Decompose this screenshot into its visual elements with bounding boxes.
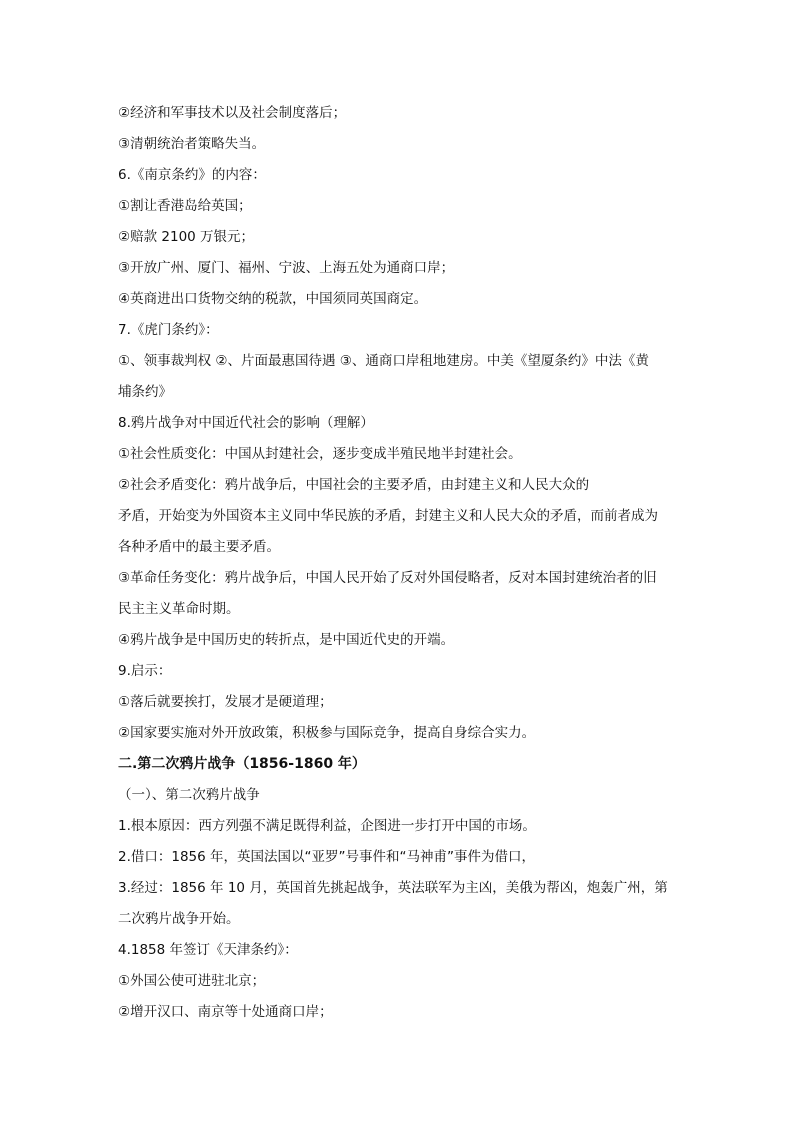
text-line: （一）、第二次鸦片战争 [118, 787, 260, 803]
text-line: ④英商进出口货物交纳的税款，中国须同英国商定。 [118, 291, 428, 307]
text-line: ②赔款 2100 万银元； [118, 229, 255, 245]
text-line: 二次鸦片战争开始。 [118, 911, 240, 927]
text-line: ②社会矛盾变化：鸦片战争后，中国社会的主要矛盾，由封建主义和人民大众的 [118, 477, 590, 493]
text-line: ②增开汉口、南京等十处通商口岸； [118, 1004, 333, 1020]
text-line: 矛盾，开始变为外国资本主义同中华民族的矛盾，封建主义和人民大众的矛盾，而前者成为 [118, 508, 658, 524]
text-line: 6.《南京条约》的内容： [118, 167, 266, 183]
text-line: ①割让香港岛给英国； [118, 198, 252, 214]
text-line: 各种矛盾中的最主要矛盾。 [118, 539, 280, 555]
text-line: 2.借口：1856 年，英国法国以“亚罗”号事件和“马神甫”事件为借口， [118, 849, 536, 865]
text-line: 民主主义革命时期。 [118, 601, 240, 617]
text-line: ①落后就要挨打，发展才是硬道理； [118, 694, 333, 710]
text-line: 7.《虎门条约》： [118, 322, 219, 338]
document-body [118, 98, 678, 1028]
text-line: ②国家要实施对外开放政策，积极参与国际竞争，提高自身综合实力。 [118, 725, 536, 741]
text-line: ①、领事裁判权 ②、片面最惠国待遇 ③、通商口岸租地建房。中美《望厦条约》中法《黄 [118, 353, 649, 369]
section-heading: 二.第二次鸦片战争（1856-1860 年） [118, 756, 366, 772]
text-line: 8.鸦片战争对中国近代社会的影响（理解） [118, 415, 374, 431]
text-line: ③清朝统治者策略失当。 [118, 136, 266, 152]
text-line: ④鸦片战争是中国历史的转折点，是中国近代史的开端。 [118, 632, 455, 648]
text-line: 3.经过：1856 年 10 月，英国首先挑起战争，英法联军为主凶，美俄为帮凶，炮轰广州，第 [118, 880, 668, 896]
text-line: ①社会性质变化：中国从封建社会，逐步变成半殖民地半封建社会。 [118, 446, 522, 462]
text-line: ③革命任务变化：鸦片战争后，中国人民开始了反对外国侵略者，反对本国封建统治者的旧 [118, 570, 657, 586]
text-line: 埔条约》 [118, 384, 172, 400]
text-line: 9.启示： [118, 663, 172, 679]
text-line: ③开放广州、厦门、福州、宁波、上海五处为通商口岸； [118, 260, 455, 276]
text-line: 4.1858 年签订《天津条约》： [118, 942, 298, 958]
text-line: ②经济和军事技术以及社会制度落后； [118, 105, 347, 121]
text-line: 1.根本原因：西方列强不满足既得利益，企图进一步打开中国的市场。 [118, 818, 536, 834]
text-line: ①外国公使可进驻北京； [118, 973, 266, 989]
